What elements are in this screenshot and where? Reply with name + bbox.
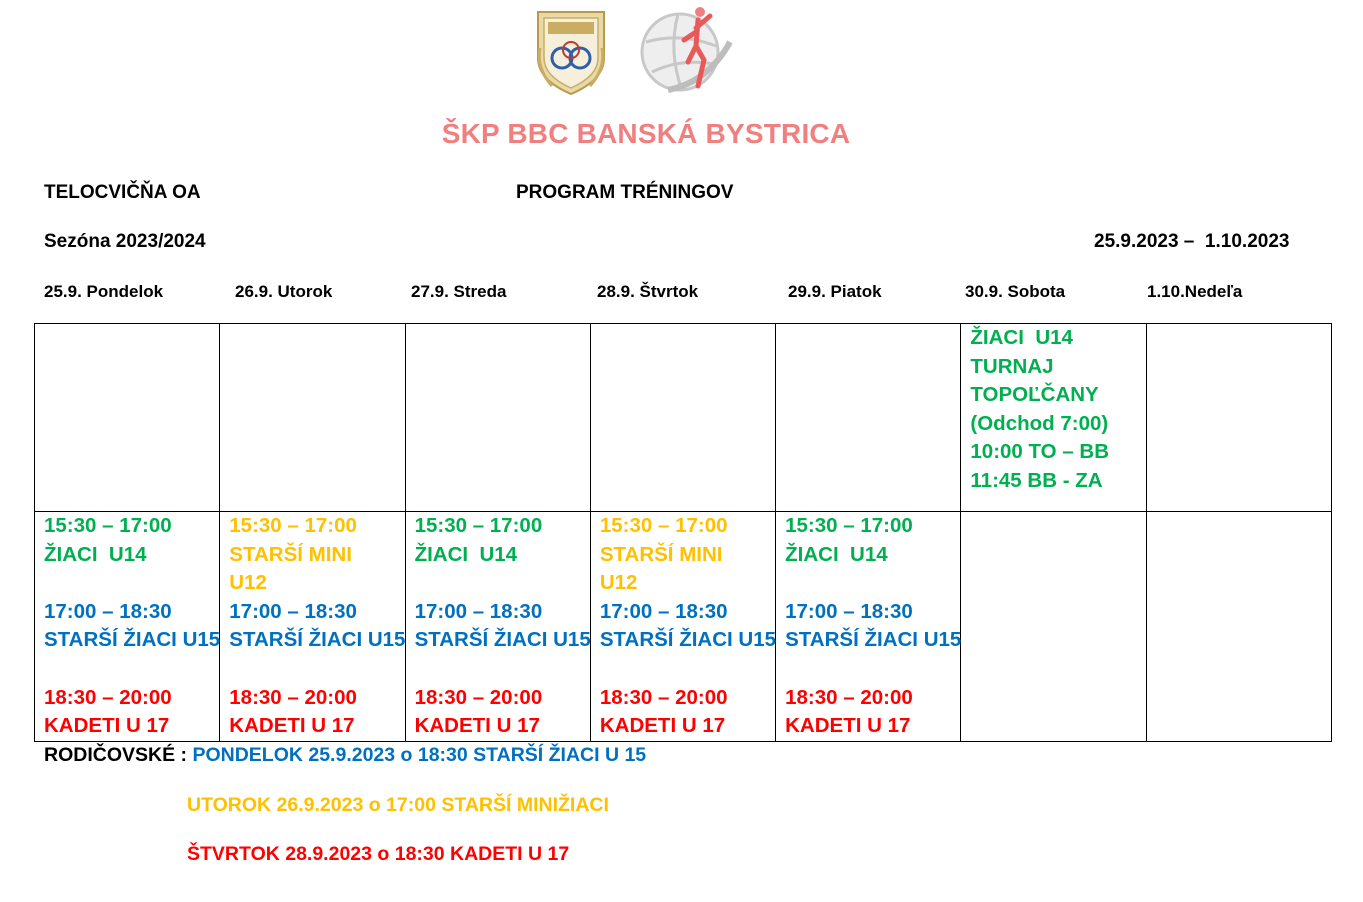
session-time: 17:00 – 18:30 [785,599,913,623]
parents-line-3: ŠTVRTOK 28.9.2023 o 18:30 KADETI U 17 [187,843,570,865]
cell-sun-2 [1146,512,1331,742]
session-team: STARŠÍ ŽIACI U15 [785,628,962,652]
basketball-player-logo-icon [638,2,742,96]
tournament-departure: (Odchod 7:00) [970,411,1109,435]
cell-wed-2 [405,512,590,742]
session-team: KADETI U 17 [229,714,355,738]
day-header-tuesday: 26.9. Utorok [235,282,333,301]
table-row [35,512,1332,742]
cell-tue-1 [220,324,405,512]
session-time: 18:30 – 20:00 [599,685,728,709]
session-time: 15:30 – 17:00 [785,514,913,537]
session-team: ŽIACI U14 [414,542,518,566]
day-header-monday: 25.9. Pondelok [44,282,164,301]
session-team: KADETI U 17 [414,714,540,738]
schedule-table [34,323,1332,742]
session-time: 15:30 – 17:00 [229,514,357,537]
session-team: KADETI U 17 [785,714,911,738]
day-header-friday: 29.9. Piatok [788,282,882,301]
parents-line-1: PONDELOK 25.9.2023 o 18:30 STARŠÍ ŽIACI U 15 [192,744,647,766]
session-time: 18:30 – 20:00 [229,685,357,709]
session-team: KADETI U 17 [599,714,726,738]
session-team: STARŠÍ ŽIACI U15 [44,628,221,652]
session-time: 15:30 – 17:00 [414,514,543,537]
session-team: STARŠÍ ŽIACI U15 [229,628,406,652]
program-title: PROGRAM TRÉNINGOV [516,182,734,203]
session-time: 17:00 – 18:30 [414,599,543,623]
session-time: 18:30 – 20:00 [785,685,913,709]
session-team: KADETI U 17 [44,714,170,738]
session-time: 17:00 – 18:30 [44,599,172,623]
parents-meeting [44,744,646,767]
cell-sat-tournament [961,324,1146,512]
cell-fri-2 [776,512,961,742]
table-row [35,324,1332,512]
session-team: ŽIACI U14 [785,542,888,566]
day-header-thursday: 28.9. Štvrtok [597,282,699,301]
season-label: Sezóna 2023/2024 [44,231,206,252]
session-team: STARŠÍ ŽIACI U15 [414,628,591,652]
session-team: ŽIACI U14 [44,542,147,566]
gym-name: TELOCVIČŇA OA [44,182,201,203]
page-title: ŠKP BBC BANSKÁ BYSTRICA [441,118,851,149]
cell-sat-2 [961,512,1146,742]
session-time: 17:00 – 18:30 [229,599,357,623]
cell-thu-1 [590,324,775,512]
tournament-match-2: 11:45 BB - ZA [970,468,1103,492]
club-crest-icon [532,8,610,96]
tournament-team: ŽIACI U14 [970,326,1073,349]
session-time: 18:30 – 20:00 [414,685,543,709]
cell-tue-2 [220,512,405,742]
session-team: STARŠÍ MINI [599,542,723,566]
cell-fri-1 [776,324,961,512]
cell-sun-1 [1146,324,1331,512]
session-time: 15:30 – 17:00 [44,514,172,537]
tournament-place: TOPOĽČANY [970,383,1099,407]
session-team-suffix: U12 [599,571,638,595]
cell-wed-1 [405,324,590,512]
session-team-suffix: U12 [229,571,267,595]
day-header-sunday: 1.10.Nedeľa [1147,282,1243,301]
session-time: 18:30 – 20:00 [44,685,172,709]
tournament-label: TURNAJ [970,354,1054,378]
tournament-match-1: 10:00 TO – BB [970,440,1110,464]
date-range: 25.9.2023 – 1.10.2023 [1094,231,1290,252]
parents-label: RODIČOVSKÉ : [44,744,193,766]
day-header-saturday: 30.9. Sobota [965,282,1066,301]
day-header-wednesday: 27.9. Streda [411,282,507,301]
cell-mon-1 [35,324,220,512]
cell-mon-2 [35,512,220,742]
session-team: STARŠÍ MINI [229,542,352,566]
cell-thu-2 [590,512,775,742]
parents-line-2: UTOROK 26.9.2023 o 17:00 STARŠÍ MINIŽIACI [187,794,609,816]
session-time: 15:30 – 17:00 [599,514,728,537]
session-time: 17:00 – 18:30 [599,599,728,623]
session-team: STARŠÍ ŽIACI U15 [599,628,777,652]
